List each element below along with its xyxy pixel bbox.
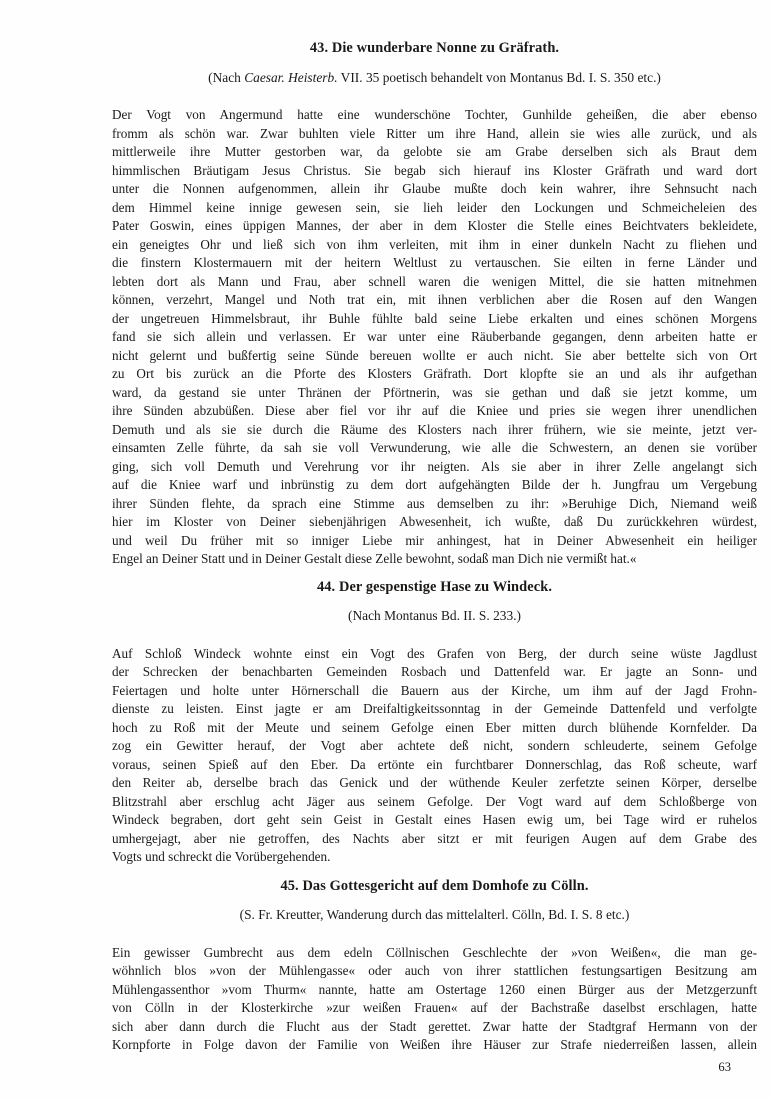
section-44-title: 44. Der gespenstige Hase zu Windeck.	[316, 578, 553, 595]
text-line: ihrer Sünden flehte, da sprach eine Stimme aus demselben zu ihr: »Beruhige Dich, Niemand weiß	[112, 495, 757, 511]
text-line: dem Himmel keine innige gewesen sein, sie lieh leider den Lockungen und Schmeicheleien des	[112, 199, 757, 215]
section-45-title: 45. Das Gottesgericht auf dem Domhofe zu Cölln.	[280, 877, 589, 894]
text-line: von Cölln in der Klosterkirche »zur weißen Frauen« auf der Bachstraße daselbst erschlagen, hatte	[112, 1000, 757, 1015]
text-line: Pater Goswin, eines üppigen Mannes, der aber in dem Kloster die Stelle eines Beichtvaters bekleidete,	[112, 218, 757, 233]
source-text: (Nach Montanus Bd. II. S. 233.)	[348, 607, 521, 623]
text-line: die finstern Klostermauern mit der heitern Weltlust zu vertauschen. Sie eilten in ferne Länder und	[112, 255, 757, 270]
text-line: wöhnlich blos »von der Mühlengasse« oder auch von ihrer stattlichen festungsartigen Besitzung am	[112, 963, 757, 978]
text-line: fand sie sich allein und verlassen. Er war unter eine Räuberbande gegangen, denn arbeiten hatte er	[112, 329, 757, 344]
text-line: ging, sich voll Demuth und Verehrung vor ihr neigten. Als sie aber in ihrer Zelle angelangt sich	[112, 458, 757, 474]
text-line: auf die Kniee warf und inbrünstig zu dem dort aufgehängten Bilde der h. Jungfrau um Vergebung	[112, 477, 757, 492]
text-line: Der Vogt von Angermund hatte eine wunderschöne Tochter, Gunhilde geheißen, die aber ebenso	[112, 107, 757, 122]
text-line: umhergejagt, aber nie getroffen, des Nachts aber sitzt er mit feurigen Augen auf dem Grabe des	[112, 830, 757, 846]
text-line: Demuth und als sie sie durch die Räume des Klosters nach ihrer frühern, wie sie meinte, jetzt ver-	[112, 421, 757, 437]
text-line: Engel an Deiner Statt und in Deiner Gestalt diese Zelle bewohnt, sodaß man Dich nie vermißt hat.«	[112, 551, 637, 566]
text-line: himmlischen Bräutigam Jesus Christus. Sie begab sich hierauf ins Kloster Gräfrath und ward dort	[112, 162, 757, 178]
section-44-source	[112, 608, 757, 623]
text-line: mittlerweile ihre Mutter gestorben war, da gelobte sie am Grabe derselben sich als Braut dem	[112, 144, 757, 159]
text-line: ein geneigtes Ohr und ließ sich von ihm verleiten, mit ihm in einer dunkeln Nacht zu fliehen und	[112, 236, 757, 252]
text-line: den Reiter ab, derselbe brach das Genick und der wüthende Keuler zerfetzte seinen Körper, derselbe	[112, 775, 757, 790]
text-line: der Schrecken der benachbarten Gemeinden Rosbach und Dattenfeld war. Er jagte an Sonn- und	[112, 664, 757, 679]
text-line: Feiertagen und holte unter Hörnerschall die Bauern aus der Kirche, um ihm auf der Jagd Frohn-	[112, 682, 757, 698]
text-line: Blitzstrahl aber erschlug acht Jäger aus seinem Gefolge. Der Vogt ward auf dem Schloßberge von	[112, 793, 757, 809]
text-line: hier im Kloster von Deiner siebenjährigen Abwesenheit, ich wußte, daß Du zurückkehren würdest,	[112, 514, 757, 529]
text-line: unter die Nonnen aufgenommen, allein ihr Glaube mußte doch kein wahrer, ihre Sehnsucht nach	[112, 181, 757, 196]
section-43-paragraph	[112, 106, 757, 569]
text-line: Vogts und schreckt die Vorübergehenden.	[112, 849, 331, 864]
section-43-source	[112, 70, 757, 85]
text-line: ward, da gestand sie unter Thränen der Pförtnerin, was sie gethan und daß sie jetzt komme, um	[112, 384, 757, 400]
source-citation-italic: Caesar. Heisterb.	[244, 70, 338, 85]
text-line: hoch zu Roß mit der Meute und seinem Gefolge einen Eber mitten durch blühende Kornfelder. Da	[112, 719, 757, 735]
text-line: Mühlengassenthor »vom Thurm« nannte, hatte am Ostertage 1260 einen Bürger aus der Metzgerzunft	[112, 981, 757, 997]
text-line: der ungetreuen Himmelsbraut, ihr Buhle fühlte bald seine Liebe erkalten und eines schönen Morgens	[112, 310, 757, 326]
text-line: Kornpforte in Folge davon der Familie von Weißen ihre Häuser zur Strafe niederreißen lassen, allein	[112, 1037, 757, 1052]
section-44	[112, 579, 757, 867]
page-number: 63	[718, 1059, 731, 1074]
text-line: zog ein Gewitter herauf, der Vogt aber achtete deß nicht, sondern schleuderte, seinem Gefolge	[112, 738, 757, 753]
section-45-source	[112, 907, 757, 922]
text-line: einsamten Zelle führte, da sah sie voll Verwunderung, wie alle die Schwestern, an denen sie vorüber	[112, 440, 757, 455]
text-line: und weil Du früher mit so inniger Liebe mir anhingest, hat in Deiner Abwesenheit ein heiliger	[112, 532, 757, 548]
text-line: sich aber dann durch die Flucht aus der Stadt gerettet. Zwar hatte der Stadtgraf Hermann von der	[112, 1018, 757, 1034]
source-text: (Nach	[208, 70, 245, 85]
text-line: nicht gelernt und bußfertig seine Sünde bereuen wollte er auch nicht. Sie aber bettelte sich von Ort	[112, 347, 757, 363]
text-line: voraus, seinen Spieß auf den Eber. Da ertönte ein furchtbarer Donnerschlag, das Roß scheute, warf	[112, 756, 757, 772]
text-line: Ein gewisser Gumbrecht aus dem edeln Cöllnischen Geschlechte der »von Weißen«, die man ge-	[112, 944, 757, 960]
text-line: Windeck begraben, dort geht sein Geist in Gestalt eines Hasen ewig um, bei Tage wird er ruhelos	[112, 812, 757, 827]
text-line: Auf Schloß Windeck wohnte einst ein Vogt des Grafen von Berg, der durch seine wüste Jagdlust	[112, 645, 757, 661]
source-text: VII. 35 poetisch behandelt von Montanus Bd. I. S. 350 etc.)	[337, 70, 661, 85]
section-45	[112, 878, 757, 1055]
section-45-paragraph	[112, 944, 757, 1055]
text-line: ihre Sünden abzubüßen. Diese aber fiel vor ihr auf die Kniee und pries sie wegen ihrer unendlichen	[112, 403, 757, 418]
section-43	[112, 40, 757, 569]
text-line: lebten dort als Mann und Frau, aber schnell waren die wenigen Mittel, die sie hatten mitnehmen	[112, 273, 757, 289]
section-43-title: 43. Die wunderbare Nonne zu Gräfrath.	[309, 40, 560, 56]
text-line: dienste zu leisten. Einst jagte er am Dreifaltigkeitssonntag in der Gemeinde Dattenfeld und verfolgte	[112, 701, 757, 716]
section-44-paragraph	[112, 645, 757, 867]
text-line: zu Ort bis zurück an die Pforte des Klosters Gräfrath. Dort klopfte sie an und als ihr aufgethan	[112, 366, 757, 381]
text-line: können, verzehrt, Mangel und Noth trat ein, mit ihnen verblichen aber die Rosen auf den Wangen	[112, 292, 757, 307]
source-text: (S. Fr. Kreutter, Wanderung durch das mittelalterl. Cölln, Bd. I. S. 8 etc.)	[239, 906, 630, 922]
text-line: fromm als schön war. Zwar buhlten viele Ritter um ihre Hand, allein sie wies alle zurück, und als	[112, 125, 757, 141]
